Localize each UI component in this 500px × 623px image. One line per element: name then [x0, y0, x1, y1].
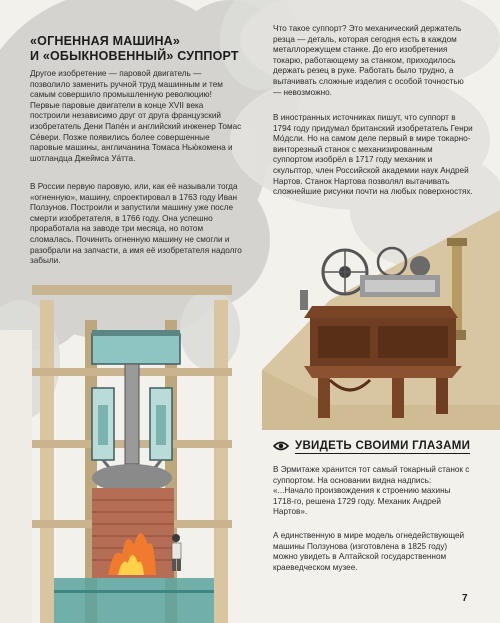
section-heading: [30, 34, 260, 64]
support-definition-paragraph: Что такое суппорт? Это механический держатель резца — деталь, которая сегодня есть в каждом металлорежущем станке. До его изобретения токарю, работающему за станком, приходилось держать резец в руке. Работать было трудно, а вытачивать сложные изделия с особой точностью — невозможно.: [273, 24, 464, 97]
hermitage-paragraph: В Эрмитаже хранится тот самый токарный станок с суппортом. На основании видна надпись: «...Начало произвождения к строению махины 1718-го, решена 1729 году. Механик Андрей Нартов».: [273, 465, 470, 517]
eye-icon: [273, 438, 289, 456]
callout-title: [273, 438, 470, 456]
nartov-paragraph: В иностранных источниках пишут, что суппорт в 1794 году придумал британский изобретатель Генри Мо́дсли. Но на самом деле первый в мире токарно-винторезный станок с механизированным суппортом изобрёл в 1717 году механик и скульптор, член Российской академии наук Андрей Нартов. Станок Нартова позволял вытачивать сложнейшие рисунки почти на любых поверхностях.: [273, 113, 473, 197]
callout-title-text: УВИДЕТЬ СВОИМИ ГЛАЗАМИ: [295, 440, 471, 452]
heading-line-1: «ОГНЕННАЯ МАШИНА»: [30, 34, 181, 48]
page-number: 7: [462, 593, 468, 604]
polzunov-paragraph: В России первую паровую, или, как её называли тогда «огненную», машину, спроектировал в 1763 году Иван Ползунов. Построили и запустили машину уже после смерти изобретателя, в 1766 году. Она успешно проработала на заводе три месяца, но потом сломалась. Починить огненную машину не смогли и разобрали на запчасти, а имя её изобретателя надолго забыли.: [30, 182, 242, 266]
steam-engine-paragraph: Другое изобретение — паровой двигатель — позволило заменить ручной труд машинным и тем самым совершило промышленную революцию! Первые паровые двигатели в конце XVII века построили независимо друг от друга французский изобретатель Дени Папе́н и английский инженер Томас Се́вери. Позже появились более совершенные паровые машины, англичанина Томаса Нью́комена и шотландца Джеймса Уа́тта.: [30, 69, 242, 163]
heading-line-2: И «ОБЫКНОВЕННЫЙ» СУППОРТ: [30, 49, 239, 63]
altai-museum-paragraph: А единственную в мире модель огнедействующей машины Ползунова (изготовлена в 1825 году) можно увидеть в Алтайской государственном краеведческом музее.: [273, 531, 465, 572]
